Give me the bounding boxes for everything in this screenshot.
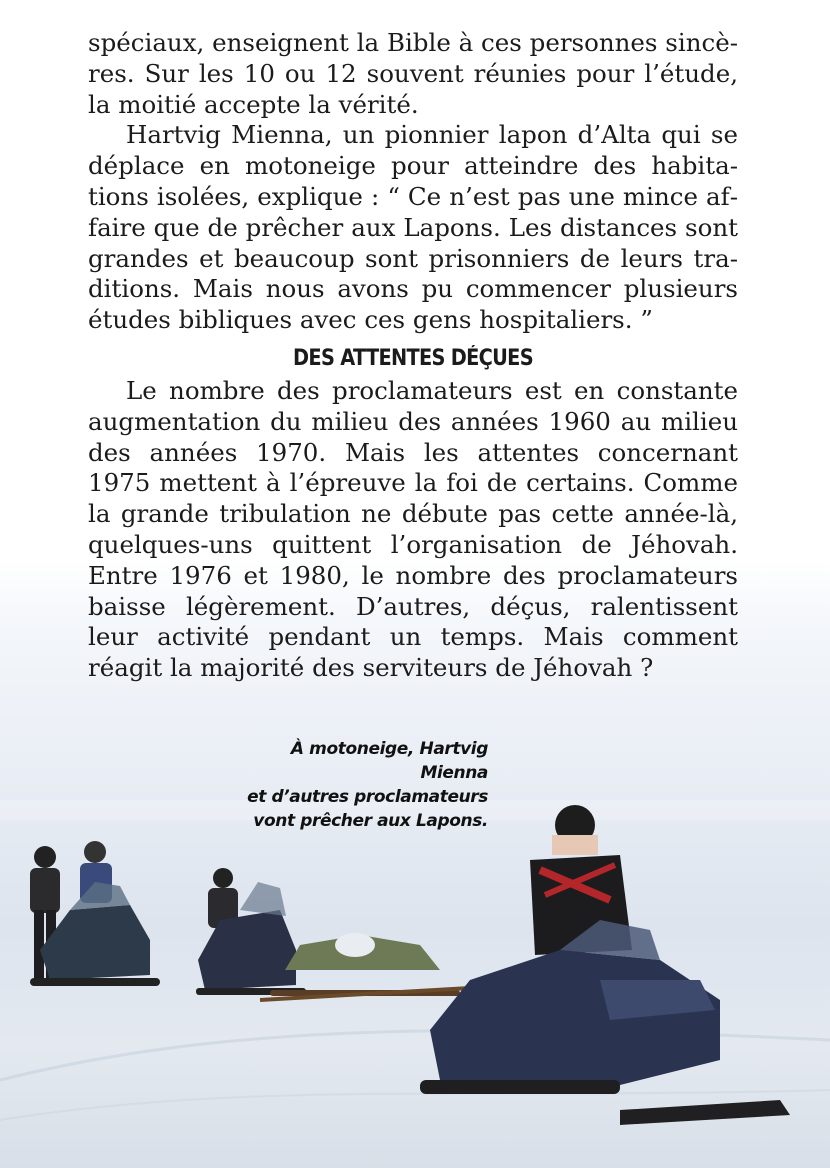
caption-line-1: À motoneige, Hartvig Mienna (290, 739, 488, 783)
paragraph-3: Le nombre des proclamateurs est en constante augmentation du milieu des années 1960 au milieu des années 1970. Mais les attentes concernant 1975 mettent à l’épreuve la foi de certains. Comme la grande tribulation ne débute pas cette année-là, quelques-uns quittent l’organisation de Jéhovah. Entre 1976 et 1980, le nombre des proclamateurs baisse légèrement. D’autres, déçus, ralentissent leur activité pendant un temps. Mais comment réagit la majorité des serviteurs de Jéhovah ? (88, 375, 738, 683)
caption-line-2: et d’autres proclamateurs (247, 787, 488, 807)
paragraph-1: spéciaux, enseignent la Bible à ces personnes sincères. Sur les 10 ou 12 souvent réunies pour l’étude, la moitié accepte la vérité. (88, 28, 738, 119)
section-heading: DES ATTENTES DÉÇUES (293, 345, 533, 371)
photo-caption (220, 737, 488, 833)
caption-line-3: vont prêcher aux Lapons. (253, 811, 488, 831)
article-text (88, 28, 738, 684)
paragraph-2: Hartvig Mienna, un pionnier lapon d’Alta qui se déplace en motoneige pour atteindre des habitations isolées, explique : “ Ce n’est pas une mince affaire que de prêcher aux Lapons. Les distances sont grandes et beaucoup sont prisonniers de leurs traditions. Mais nous avons pu commencer plusieurs études bibliques avec ces gens hospitaliers. ” (88, 120, 738, 335)
